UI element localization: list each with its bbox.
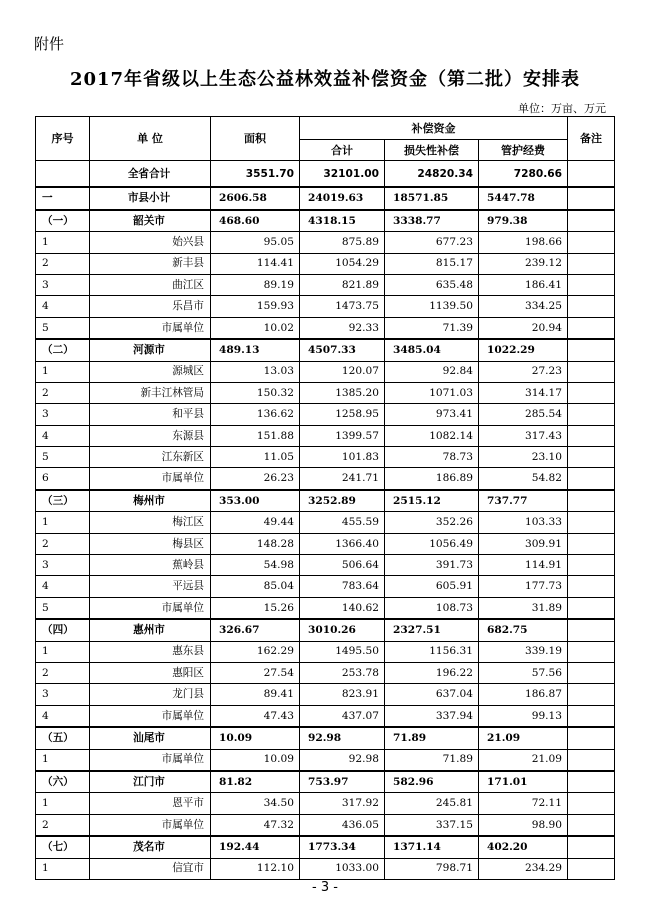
row-mgmt: 186.87 bbox=[479, 684, 568, 705]
row-mgmt: 682.75 bbox=[479, 619, 568, 641]
row-mgmt: 339.19 bbox=[479, 641, 568, 662]
row-remark bbox=[568, 253, 615, 274]
row-remark bbox=[568, 161, 615, 188]
row-seq: 1 bbox=[36, 858, 90, 879]
row-unit-name: 江门市 bbox=[90, 771, 211, 793]
row-remark bbox=[568, 662, 615, 683]
row-seq bbox=[36, 161, 90, 188]
row-unit-name: 和平县 bbox=[90, 404, 211, 425]
table-row-pref bbox=[36, 836, 615, 858]
table-row bbox=[36, 468, 615, 490]
row-remark bbox=[568, 232, 615, 253]
row-unit-name: 全省合计 bbox=[90, 161, 211, 188]
table-row-pref bbox=[36, 339, 615, 361]
row-remark bbox=[568, 447, 615, 468]
row-area: 10.09 bbox=[211, 727, 300, 749]
row-total: 823.91 bbox=[300, 684, 385, 705]
header-area: 面积 bbox=[211, 117, 300, 161]
row-area: 326.67 bbox=[211, 619, 300, 641]
table-row-subtotal bbox=[36, 187, 615, 209]
row-area: 2606.58 bbox=[211, 187, 300, 209]
row-mgmt: 737.77 bbox=[479, 490, 568, 512]
row-remark bbox=[568, 382, 615, 403]
row-remark bbox=[568, 814, 615, 836]
table-row bbox=[36, 662, 615, 683]
row-seq: （二） bbox=[36, 339, 90, 361]
row-total: 3010.26 bbox=[300, 619, 385, 641]
row-seq: 2 bbox=[36, 253, 90, 274]
row-loss: 677.23 bbox=[385, 232, 479, 253]
row-total: 1054.29 bbox=[300, 253, 385, 274]
table-row-pref bbox=[36, 210, 615, 232]
row-area: 10.09 bbox=[211, 749, 300, 771]
row-total: 92.98 bbox=[300, 727, 385, 749]
row-unit-name: 市属单位 bbox=[90, 597, 211, 619]
table-row bbox=[36, 361, 615, 382]
row-loss: 1056.49 bbox=[385, 533, 479, 554]
row-seq: 4 bbox=[36, 705, 90, 727]
row-mgmt: 239.12 bbox=[479, 253, 568, 274]
row-area: 11.05 bbox=[211, 447, 300, 468]
row-total: 92.98 bbox=[300, 749, 385, 771]
row-unit-name: 恩平市 bbox=[90, 793, 211, 814]
row-unit-name: 梅州市 bbox=[90, 490, 211, 512]
row-unit-name: 韶关市 bbox=[90, 210, 211, 232]
row-mgmt: 57.56 bbox=[479, 662, 568, 683]
table-row bbox=[36, 684, 615, 705]
table-row bbox=[36, 253, 615, 274]
row-total: 3252.89 bbox=[300, 490, 385, 512]
row-loss: 196.22 bbox=[385, 662, 479, 683]
row-mgmt: 20.94 bbox=[479, 317, 568, 339]
row-area: 489.13 bbox=[211, 339, 300, 361]
row-unit-name: 源城区 bbox=[90, 361, 211, 382]
table-row bbox=[36, 404, 615, 425]
row-mgmt: 21.09 bbox=[479, 727, 568, 749]
row-remark bbox=[568, 684, 615, 705]
row-mgmt: 103.33 bbox=[479, 512, 568, 533]
table-row-pref bbox=[36, 727, 615, 749]
row-loss: 71.89 bbox=[385, 749, 479, 771]
table-row bbox=[36, 555, 615, 576]
row-remark bbox=[568, 576, 615, 597]
row-total: 1773.34 bbox=[300, 836, 385, 858]
row-seq: （五） bbox=[36, 727, 90, 749]
row-area: 54.98 bbox=[211, 555, 300, 576]
table-row bbox=[36, 705, 615, 727]
row-mgmt: 317.43 bbox=[479, 425, 568, 446]
row-remark bbox=[568, 727, 615, 749]
row-mgmt: 402.20 bbox=[479, 836, 568, 858]
row-loss: 815.17 bbox=[385, 253, 479, 274]
table-row-total bbox=[36, 161, 615, 188]
row-area: 150.32 bbox=[211, 382, 300, 403]
header-mgmt: 管护经费 bbox=[479, 140, 568, 161]
row-area: 353.00 bbox=[211, 490, 300, 512]
table-row bbox=[36, 858, 615, 879]
row-seq: 4 bbox=[36, 576, 90, 597]
row-area: 3551.70 bbox=[211, 161, 300, 188]
row-mgmt: 114.91 bbox=[479, 555, 568, 576]
row-loss: 92.84 bbox=[385, 361, 479, 382]
row-seq: （四） bbox=[36, 619, 90, 641]
row-loss: 973.41 bbox=[385, 404, 479, 425]
allocation-table bbox=[35, 116, 615, 880]
table-row bbox=[36, 232, 615, 253]
row-mgmt: 98.90 bbox=[479, 814, 568, 836]
row-total: 4318.15 bbox=[300, 210, 385, 232]
row-unit-name: 汕尾市 bbox=[90, 727, 211, 749]
row-unit-name: 梅江区 bbox=[90, 512, 211, 533]
row-total: 1473.75 bbox=[300, 296, 385, 317]
row-total: 101.83 bbox=[300, 447, 385, 468]
row-total: 140.62 bbox=[300, 597, 385, 619]
row-loss: 1156.31 bbox=[385, 641, 479, 662]
table-row bbox=[36, 447, 615, 468]
row-loss: 635.48 bbox=[385, 274, 479, 295]
header-seq: 序号 bbox=[36, 117, 90, 161]
row-remark bbox=[568, 296, 615, 317]
table-row bbox=[36, 425, 615, 446]
row-total: 4507.33 bbox=[300, 339, 385, 361]
row-area: 26.23 bbox=[211, 468, 300, 490]
row-seq: 3 bbox=[36, 555, 90, 576]
row-mgmt: 31.89 bbox=[479, 597, 568, 619]
row-seq: 5 bbox=[36, 317, 90, 339]
row-area: 89.19 bbox=[211, 274, 300, 295]
document-title: 2017年省级以上生态公益林效益补偿资金（第二批）安排表 bbox=[69, 69, 581, 90]
row-mgmt: 186.41 bbox=[479, 274, 568, 295]
row-total: 821.89 bbox=[300, 274, 385, 295]
row-total: 1495.50 bbox=[300, 641, 385, 662]
table-row bbox=[36, 576, 615, 597]
row-loss: 2327.51 bbox=[385, 619, 479, 641]
table-row-pref bbox=[36, 490, 615, 512]
table-row bbox=[36, 382, 615, 403]
row-remark bbox=[568, 468, 615, 490]
row-mgmt: 99.13 bbox=[479, 705, 568, 727]
row-loss: 78.73 bbox=[385, 447, 479, 468]
row-remark bbox=[568, 771, 615, 793]
row-unit-name: 蕉岭县 bbox=[90, 555, 211, 576]
row-total: 317.92 bbox=[300, 793, 385, 814]
row-loss: 637.04 bbox=[385, 684, 479, 705]
row-loss: 71.39 bbox=[385, 317, 479, 339]
row-total: 783.64 bbox=[300, 576, 385, 597]
row-seq: 1 bbox=[36, 749, 90, 771]
row-remark bbox=[568, 317, 615, 339]
row-mgmt: 5447.78 bbox=[479, 187, 568, 209]
row-seq: （七） bbox=[36, 836, 90, 858]
row-unit-name: 市属单位 bbox=[90, 749, 211, 771]
header-total: 合计 bbox=[300, 140, 385, 161]
row-seq: 一 bbox=[36, 187, 90, 209]
row-total: 455.59 bbox=[300, 512, 385, 533]
row-area: 159.93 bbox=[211, 296, 300, 317]
row-remark bbox=[568, 361, 615, 382]
row-loss: 605.91 bbox=[385, 576, 479, 597]
row-remark bbox=[568, 187, 615, 209]
row-area: 151.88 bbox=[211, 425, 300, 446]
table-row bbox=[36, 814, 615, 836]
table-body bbox=[36, 161, 615, 880]
row-mgmt: 314.17 bbox=[479, 382, 568, 403]
row-seq: （三） bbox=[36, 490, 90, 512]
row-area: 112.10 bbox=[211, 858, 300, 879]
row-remark bbox=[568, 619, 615, 641]
row-area: 34.50 bbox=[211, 793, 300, 814]
row-unit-name: 梅县区 bbox=[90, 533, 211, 554]
row-area: 95.05 bbox=[211, 232, 300, 253]
table-row bbox=[36, 512, 615, 533]
row-loss: 3485.04 bbox=[385, 339, 479, 361]
row-area: 49.44 bbox=[211, 512, 300, 533]
row-seq: （六） bbox=[36, 771, 90, 793]
row-mgmt: 27.23 bbox=[479, 361, 568, 382]
row-remark bbox=[568, 512, 615, 533]
row-total: 1366.40 bbox=[300, 533, 385, 554]
header-unit: 单 位 bbox=[90, 117, 211, 161]
row-seq: 4 bbox=[36, 425, 90, 446]
row-seq: 2 bbox=[36, 533, 90, 554]
row-area: 47.43 bbox=[211, 705, 300, 727]
row-total: 875.89 bbox=[300, 232, 385, 253]
row-seq: 3 bbox=[36, 684, 90, 705]
row-area: 468.60 bbox=[211, 210, 300, 232]
table-row bbox=[36, 793, 615, 814]
row-total: 436.05 bbox=[300, 814, 385, 836]
row-area: 162.29 bbox=[211, 641, 300, 662]
row-loss: 2515.12 bbox=[385, 490, 479, 512]
row-seq: 2 bbox=[36, 814, 90, 836]
row-remark bbox=[568, 404, 615, 425]
row-total: 1258.95 bbox=[300, 404, 385, 425]
header-loss: 损失性补偿 bbox=[385, 140, 479, 161]
row-remark bbox=[568, 425, 615, 446]
row-mgmt: 21.09 bbox=[479, 749, 568, 771]
table-row bbox=[36, 274, 615, 295]
row-mgmt: 72.11 bbox=[479, 793, 568, 814]
row-area: 192.44 bbox=[211, 836, 300, 858]
row-unit-name: 平远县 bbox=[90, 576, 211, 597]
row-unit-name: 乐昌市 bbox=[90, 296, 211, 317]
row-unit-name: 始兴县 bbox=[90, 232, 211, 253]
row-loss: 24820.34 bbox=[385, 161, 479, 188]
row-remark bbox=[568, 793, 615, 814]
row-remark bbox=[568, 749, 615, 771]
row-unit-name: 龙门县 bbox=[90, 684, 211, 705]
row-seq: 6 bbox=[36, 468, 90, 490]
row-seq: 1 bbox=[36, 361, 90, 382]
row-loss: 1139.50 bbox=[385, 296, 479, 317]
row-mgmt: 979.38 bbox=[479, 210, 568, 232]
table-row bbox=[36, 317, 615, 339]
row-seq: 4 bbox=[36, 296, 90, 317]
row-unit-name: 东源县 bbox=[90, 425, 211, 446]
row-loss: 3338.77 bbox=[385, 210, 479, 232]
row-loss: 18571.85 bbox=[385, 187, 479, 209]
row-total: 753.97 bbox=[300, 771, 385, 793]
row-total: 1399.57 bbox=[300, 425, 385, 446]
row-remark bbox=[568, 533, 615, 554]
row-total: 32101.00 bbox=[300, 161, 385, 188]
row-mgmt: 285.54 bbox=[479, 404, 568, 425]
row-seq: 1 bbox=[36, 512, 90, 533]
row-seq: 3 bbox=[36, 274, 90, 295]
row-remark bbox=[568, 274, 615, 295]
row-seq: 3 bbox=[36, 404, 90, 425]
row-unit-name: 惠州市 bbox=[90, 619, 211, 641]
table-row bbox=[36, 296, 615, 317]
row-loss: 391.73 bbox=[385, 555, 479, 576]
row-mgmt: 1022.29 bbox=[479, 339, 568, 361]
row-unit-name: 惠东县 bbox=[90, 641, 211, 662]
row-total: 241.71 bbox=[300, 468, 385, 490]
row-loss: 352.26 bbox=[385, 512, 479, 533]
row-total: 437.07 bbox=[300, 705, 385, 727]
row-seq: 2 bbox=[36, 382, 90, 403]
row-total: 1033.00 bbox=[300, 858, 385, 879]
row-unit-name: 市属单位 bbox=[90, 317, 211, 339]
row-area: 114.41 bbox=[211, 253, 300, 274]
row-unit-name: 惠阳区 bbox=[90, 662, 211, 683]
row-remark bbox=[568, 597, 615, 619]
row-loss: 1071.03 bbox=[385, 382, 479, 403]
header-remark: 备注 bbox=[568, 117, 615, 161]
row-unit-name: 市属单位 bbox=[90, 814, 211, 836]
row-loss: 245.81 bbox=[385, 793, 479, 814]
unit-note: 单位：万亩、万元 bbox=[518, 102, 606, 115]
row-unit-name: 市属单位 bbox=[90, 705, 211, 727]
row-seq: （一） bbox=[36, 210, 90, 232]
table-row bbox=[36, 597, 615, 619]
row-remark bbox=[568, 210, 615, 232]
row-loss: 1082.14 bbox=[385, 425, 479, 446]
row-seq: 1 bbox=[36, 641, 90, 662]
table-row bbox=[36, 641, 615, 662]
row-mgmt: 7280.66 bbox=[479, 161, 568, 188]
row-mgmt: 334.25 bbox=[479, 296, 568, 317]
row-unit-name: 新丰县 bbox=[90, 253, 211, 274]
row-unit-name: 河源市 bbox=[90, 339, 211, 361]
row-unit-name: 市县小计 bbox=[90, 187, 211, 209]
row-area: 13.03 bbox=[211, 361, 300, 382]
row-total: 1385.20 bbox=[300, 382, 385, 403]
row-loss: 798.71 bbox=[385, 858, 479, 879]
row-remark bbox=[568, 705, 615, 727]
row-total: 92.33 bbox=[300, 317, 385, 339]
row-mgmt: 234.29 bbox=[479, 858, 568, 879]
row-total: 24019.63 bbox=[300, 187, 385, 209]
row-unit-name: 市属单位 bbox=[90, 468, 211, 490]
row-mgmt: 177.73 bbox=[479, 576, 568, 597]
row-remark bbox=[568, 858, 615, 879]
row-seq: 2 bbox=[36, 662, 90, 683]
header-fund: 补偿资金 bbox=[300, 117, 568, 140]
row-remark bbox=[568, 555, 615, 576]
row-loss: 71.89 bbox=[385, 727, 479, 749]
table-row-pref bbox=[36, 771, 615, 793]
row-remark bbox=[568, 836, 615, 858]
row-total: 120.07 bbox=[300, 361, 385, 382]
row-loss: 337.94 bbox=[385, 705, 479, 727]
row-seq: 1 bbox=[36, 232, 90, 253]
row-area: 15.26 bbox=[211, 597, 300, 619]
row-loss: 1371.14 bbox=[385, 836, 479, 858]
row-loss: 108.73 bbox=[385, 597, 479, 619]
row-mgmt: 171.01 bbox=[479, 771, 568, 793]
row-remark bbox=[568, 490, 615, 512]
row-total: 506.64 bbox=[300, 555, 385, 576]
table-row bbox=[36, 749, 615, 771]
row-area: 85.04 bbox=[211, 576, 300, 597]
row-unit-name: 曲江区 bbox=[90, 274, 211, 295]
row-unit-name: 新丰江林管局 bbox=[90, 382, 211, 403]
attachment-label: 附件 bbox=[34, 35, 65, 53]
row-seq: 1 bbox=[36, 793, 90, 814]
row-area: 81.82 bbox=[211, 771, 300, 793]
row-area: 10.02 bbox=[211, 317, 300, 339]
row-area: 148.28 bbox=[211, 533, 300, 554]
row-mgmt: 23.10 bbox=[479, 447, 568, 468]
row-loss: 337.15 bbox=[385, 814, 479, 836]
row-remark bbox=[568, 641, 615, 662]
table-row bbox=[36, 533, 615, 554]
row-unit-name: 信宜市 bbox=[90, 858, 211, 879]
table-row-pref bbox=[36, 619, 615, 641]
row-area: 136.62 bbox=[211, 404, 300, 425]
row-mgmt: 54.82 bbox=[479, 468, 568, 490]
row-loss: 186.89 bbox=[385, 468, 479, 490]
row-seq: 5 bbox=[36, 447, 90, 468]
page-number: - 3 - bbox=[312, 880, 338, 895]
row-total: 253.78 bbox=[300, 662, 385, 683]
row-mgmt: 309.91 bbox=[479, 533, 568, 554]
row-mgmt: 198.66 bbox=[479, 232, 568, 253]
row-area: 89.41 bbox=[211, 684, 300, 705]
row-area: 27.54 bbox=[211, 662, 300, 683]
row-remark bbox=[568, 339, 615, 361]
row-loss: 582.96 bbox=[385, 771, 479, 793]
row-unit-name: 江东新区 bbox=[90, 447, 211, 468]
row-area: 47.32 bbox=[211, 814, 300, 836]
row-seq: 5 bbox=[36, 597, 90, 619]
row-unit-name: 茂名市 bbox=[90, 836, 211, 858]
